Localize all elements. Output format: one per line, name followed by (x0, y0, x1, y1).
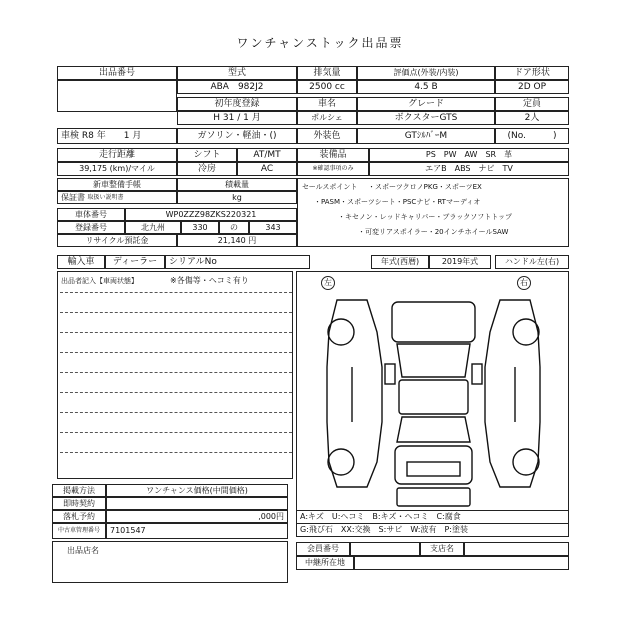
location-value-box (354, 556, 569, 570)
sales-point-line: ・可変リアスポイラー・20インチホイールSAW (358, 228, 509, 236)
branch-value-box (464, 542, 569, 556)
member-value-box (350, 542, 420, 556)
store-label: 出品店名 (67, 546, 99, 555)
grade-points-label: 評価点(外装/内装) (357, 66, 495, 80)
chassis-label: 車体番号 (57, 208, 125, 221)
first-reg-label: 初年度登録 (177, 97, 297, 111)
left-mark: 左 (321, 276, 335, 290)
capacity-value: 2人 (495, 111, 569, 125)
handle-label: ハンドル左(右) (495, 255, 569, 269)
year-label: 年式(西暦) (371, 255, 429, 269)
grade-label: グレード (357, 97, 495, 111)
equip-top: PS PW AW SR 革 (369, 148, 569, 162)
manual-label: 取扱い説明書 (87, 193, 124, 201)
contract-value-box (106, 497, 288, 510)
sales-points-box (297, 178, 569, 247)
lot-label: 出品番号 (57, 66, 177, 80)
grade-value: ボクスターGTS (357, 111, 495, 125)
recycle-value: 21,140 円 (177, 234, 297, 247)
make-value: ポルシェ (297, 111, 357, 125)
inspection-row (57, 128, 177, 144)
plate-class: 330 (181, 221, 219, 234)
capacity-label: 定員 (495, 97, 569, 111)
sales-point-line: ・キセノン・レッドキャリパー・ブラックソフトトップ (338, 213, 513, 221)
displacement-value: 2500 cc (297, 80, 357, 94)
fuel-type: ガソリン・軽油・() (177, 128, 297, 144)
notes-label: 出品者記入【車両状態】 (61, 277, 138, 285)
sales-point-line: ・スポーツクロノPKG・スポーツEX (368, 183, 482, 191)
page-title: ワンチャンストック出品票 (236, 36, 404, 50)
color-value: GTｼﾙﾊﾞｰM (357, 128, 495, 144)
store-box (52, 541, 288, 583)
model-label: 型式 (177, 66, 297, 80)
door-label: ドア形状 (495, 66, 569, 80)
shift-label: シフト (177, 148, 237, 162)
grade-points-value: 4.5 B (357, 80, 495, 94)
sales-point-line: ・PASM・スポーツシート・PSCナビ・RTマーディオ (314, 198, 481, 206)
legend-line-2: G:飛び石 XX:交換 S:サビ W:波有 P:塗装 (296, 524, 569, 537)
plate-area: 北九州 (125, 221, 181, 234)
legend-line-1: A:キズ U:ヘコミ B:キズ・ヘコミ C:腐食 (296, 511, 569, 524)
member-label: 会員番号 (296, 542, 350, 556)
import-serial: シリアルNo (165, 255, 310, 269)
equip-sub-label: ※確認事項のみ (297, 162, 369, 176)
mileage-value: 39,175 (km)/マイル (57, 162, 177, 176)
plate-num: 343 (249, 221, 297, 234)
location-label: 中継所在地 (296, 556, 354, 570)
first-reg-value: H 31 / 1 月 (177, 111, 297, 125)
plate-label: 登録番号 (57, 221, 125, 234)
loadable-value: kg (177, 191, 297, 204)
warranty-label: 保証書 (61, 192, 85, 202)
sales-points-label: セールスポイント (302, 183, 358, 191)
car-diagram-svg (297, 272, 570, 512)
equip-label: 装備品 (297, 148, 369, 162)
displacement-label: 排気量 (297, 66, 357, 80)
fee-value: ,000円 (106, 510, 288, 523)
ac-value: AC (237, 162, 297, 176)
import-dealer: ディーラー (105, 255, 165, 269)
damage-diagram (296, 271, 569, 511)
fee-label: 落札予約 (52, 510, 106, 523)
shift-value: AT/MT (237, 148, 297, 162)
equip-bottom: エアB ABS ナビ TV (369, 162, 569, 176)
chassis-value: WP0ZZZ98ZKS220321 (125, 208, 297, 221)
make-label: 車名 (297, 97, 357, 111)
loadable-label: 積載量 (177, 178, 297, 191)
manage-value: 7101547 (106, 523, 288, 539)
status-value: ワンチャンス価格(中間価格) (106, 484, 288, 497)
color-no: (No. ) (495, 128, 569, 144)
mileage-label: 走行距離 (57, 148, 177, 162)
notes-box (57, 271, 293, 479)
status-label: 掲載方法 (52, 484, 106, 497)
contract-label: 即時契約 (52, 497, 106, 510)
new-car-label: 新車整備手帳 (57, 178, 177, 191)
inspection-value: R8 年 1 月 (81, 130, 142, 141)
warranty-row (57, 191, 177, 204)
branch-label: 支店名 (420, 542, 464, 556)
inspection-label: 車検 (61, 130, 80, 141)
import-label: 輸入車 (57, 255, 105, 269)
model-value: ABA 982J2 (177, 80, 297, 94)
ac-label: 冷房 (177, 162, 237, 176)
lot-value-box (57, 80, 177, 112)
plate-kana: の (219, 221, 249, 234)
color-label: 外装色 (297, 128, 357, 144)
manage-label: 中古車管理番号 (52, 523, 106, 539)
recycle-label: リサイクル預託金 (57, 234, 177, 247)
right-mark: 右 (517, 276, 531, 290)
year-value: 2019年式 (429, 255, 491, 269)
notes-value: ※各傷等・ヘコミ有り (170, 276, 249, 285)
door-value: 2D OP (495, 80, 569, 94)
